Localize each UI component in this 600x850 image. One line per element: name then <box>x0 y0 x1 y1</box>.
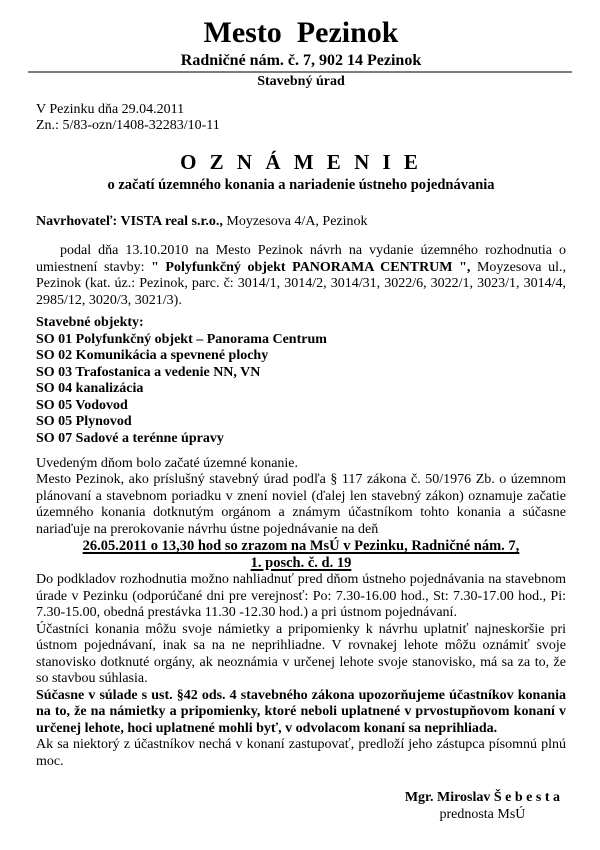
hearing-date-line2: 1. posch. č. d. 19 <box>250 555 352 572</box>
document-meta <box>36 102 566 135</box>
applicant-address: Moyzesova 4/A, Pezinok <box>222 213 368 229</box>
building-objects-heading: Stavebné objekty: <box>36 315 144 331</box>
proceedings-block <box>36 456 566 771</box>
signatory-name: Mgr. Miroslav Š e b e s t a <box>404 790 560 806</box>
building-object-item: SO 05 Plynovod <box>36 414 132 430</box>
applicant-name: Navrhovateľ: VISTA real s.r.o., <box>36 213 223 229</box>
document-subtitle: o začatí územného konania a nariadenie ústneho pojednávania <box>107 176 495 193</box>
representation-paragraph: Ak sa niektorý z účastníkov nechá v konaní zastupovať, predloží jeho zástupca písomnú plnú moc. <box>36 737 566 769</box>
signature-block <box>36 790 566 823</box>
application-paragraph <box>36 243 566 309</box>
hearing-date-line1: 26.05.2011 o 13,30 hod so zrazom na MsÚ v Pezinku, Radničné nám. 7, <box>82 538 520 555</box>
document-title-block <box>36 150 566 194</box>
notice-paragraph: Mesto Pezinok, ako príslušný stavebný úrad podľa § 117 zákona č. 50/1976 Zb. o územnom plánovaní a stavebnom poriadku v znení noviel (ďalej len stavebný zákon) oznamuje začatie územného konania dotknutým orgánom a známym účastníkom tohto konania a súčasne nariaďuje na prerokovanie návrhu ústne pojednávanie na deň <box>36 472 566 537</box>
proceeding-started-line: Uvedeným dňom bolo začaté územné konanie. <box>36 455 299 471</box>
letterhead-city-name: Mesto Pezinok <box>203 16 399 49</box>
reference-number-line: Zn.: 5/83-ozn/1408-32283/10-11 <box>36 118 220 134</box>
letterhead-divider <box>28 71 572 73</box>
objections-paragraph: Účastníci konania môžu svoje námietky a pripomienky k návrhu uplatniť najneskoršie pri ústnom pojednávaní, inak sa na ne neprihliadne. V rovnakej lehote môžu oznámiť svoje stanovisko dotknuté orgány, ak neoznámia v určenej lehote svoje stanovisko, má sa za to, že so stavbou súhlasia. <box>36 621 566 687</box>
building-object-item: SO 03 Trafostanica a vedenie NN, VN <box>36 364 261 380</box>
letterhead-address: Radničné nám. č. 7, 902 14 Pezinok <box>180 51 422 69</box>
building-object-item: SO 04 kanalizácia <box>36 381 144 397</box>
signature-inner <box>405 790 560 823</box>
document-title: O Z N Á M E N I E <box>180 149 422 174</box>
hearing-date-block <box>36 538 566 572</box>
building-objects-list <box>36 315 566 447</box>
applicant-line <box>36 214 566 231</box>
warning-paragraph: Súčasne v súlade s ust. §42 ods. 4 stavebného zákona upozorňujeme účastníkov konania na to, že na námietky a pripomienky, ktoré neboli uplatnené v prvostupňovom konaní v určenej lehote, hoci uplatnené mohli byť, v odvolacom konaní sa neprihliada. <box>36 687 566 736</box>
building-object-item: SO 02 Komunikácia a spevnené plochy <box>36 348 269 364</box>
application-text-pre: podal dňa 13.10.2010 na Mesto Pezinok návrh na vydanie územného rozhodnutia o umiestnení stavby: <box>36 243 566 275</box>
place-date-line: V Pezinku dňa 29.04.2011 <box>36 101 185 117</box>
building-object-item: SO 01 Polyfunkčný objekt – Panorama Centrum <box>36 331 327 347</box>
building-object-item: SO 05 Vodovod <box>36 397 128 413</box>
signatory-title: prednosta MsÚ <box>439 807 526 822</box>
letterhead <box>36 16 566 91</box>
letterhead-office: Stavebný úrad <box>257 74 345 90</box>
building-object-item: SO 07 Sadové a terénne úpravy <box>36 430 224 446</box>
application-text-post: Moyzesova ul., Pezinok (kat. úz.: Pezinok, parc. č: 3014/1, 3014/2, 3014/31, 3022/6, 3022/1, 3023/1, 3014/4, 2985/12, 3020/3, 3021/3). <box>36 259 566 308</box>
inspection-paragraph: Do podkladov rozhodnutia možno nahliadnuť pred dňom ústneho pojednávania na stavebnom úrade v Pezinku (odporúčané dni pre verejnosť: Po: 7.30-16.00 hod., St: 7.30-17.00 hod., Pi: 7.30-15.00, obedná prestávka 11.30 -12.30 hod.) a pri ústnom pojednávaní. <box>36 572 566 621</box>
project-name: " Polyfunkčný objekt PANORAMA CENTRUM ", <box>151 259 471 275</box>
